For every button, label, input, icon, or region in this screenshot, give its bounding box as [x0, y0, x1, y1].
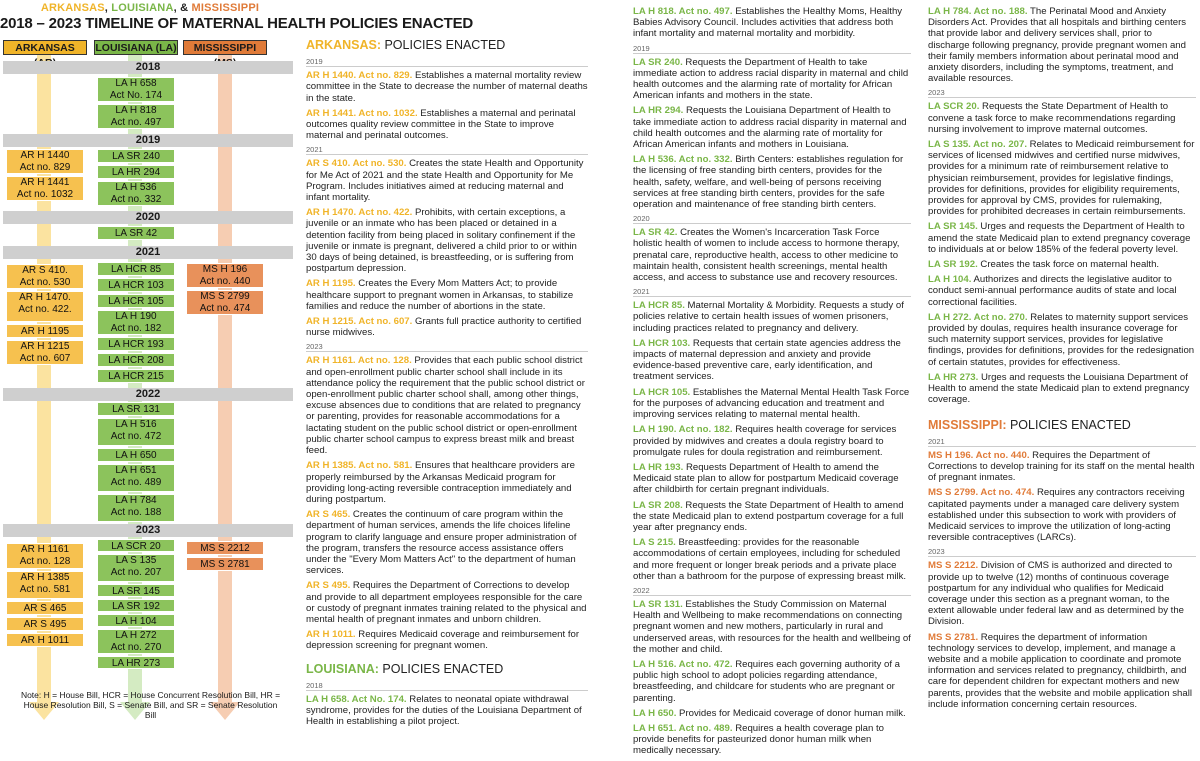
timeline-box-la-sr-131: LA SR 131	[97, 402, 175, 416]
policy-id: LA HR 273.	[928, 371, 979, 383]
policy-id: LA SR 240.	[633, 56, 683, 68]
year-label: 2021	[928, 437, 1196, 447]
arkansas-section-heading	[306, 40, 588, 51]
policy-id: LA SCR 20.	[928, 101, 980, 113]
text-column-1	[306, 6, 588, 731]
timeline-box-la-h-272: LA H 272 Act no. 270	[97, 629, 175, 654]
policy-item: LA H 190. Act no. 182. Requires health coverage for services provided by midwives and creates a doula registry board to promulgate rules for doula registration and reimbursement.	[633, 424, 897, 458]
policy-item: AR S 410. Act no. 530. Creates the state Health and Opportunity for Me Act of 2021 and the state Health and Opportunity for Me Program. Includes initiatives aimed at reducing maternal and infant mortality.	[306, 158, 584, 204]
policy-id: LA H 658. Act No. 174.	[306, 693, 407, 705]
policy-id: LA SR 192.	[928, 259, 978, 271]
policy-id: LA HCR 103.	[633, 337, 691, 349]
year-bar-2022: 2022	[3, 388, 293, 401]
policy-item: LA HCR 85. Maternal Mortality & Morbidity. Requests a study of policies relative to certain health issues of women prisoners, including practices related to pregnancy and delivery.	[633, 300, 904, 334]
policy-item: MS S 2781. Requires the department of information technology services to develop, implement, and manage a website and a mobile application to coordinate and promote information and services related to pregnancy, childbirth, and care for dependent children for expectant mothers and new parents, provides that the website and mobile application shall include information concerning certain resources.	[928, 631, 1192, 710]
heading-state: ARKANSAS:	[306, 38, 381, 52]
heading-state: LOUISIANA:	[306, 661, 379, 676]
policy-item: AR H 1161. Act no. 128. Provides that each public school district and open-enrollment public charter school shall include in its attendance policy the requirement that the public school district or open-enrollment public charter school shall, among other things, excuse absences due to conditions that are related to pregnancy or parenting, provides for reasonable accommodations for a lactating student on the public school district or open-enrollment public charter school campus to express breast milk and breast feed.	[306, 355, 585, 457]
year-bar-2021: 2021	[3, 246, 293, 259]
timeline-box-la-hcr-208: LA HCR 208	[97, 353, 175, 367]
timeline-box-la-sr-240: LA SR 240	[97, 149, 175, 163]
policy-id: LA HCR 85.	[633, 300, 685, 312]
year-bar-2018: 2018	[3, 61, 293, 74]
policy-id: MS S 2212.	[928, 560, 979, 572]
policy-item: LA H 536. Act no. 332. Birth Centers: establishes regulation for the licensing of free standing birth centers, provides for the health, safety, welfare, and well-being of persons receiving services at free standing birth centers, provides for the safe operation and maintenance of free standing birth centers.	[633, 154, 904, 211]
heading-state: MISSISSIPPI:	[928, 417, 1007, 432]
timeline-box-la-sr-145: LA SR 145	[97, 584, 175, 597]
year-label: 2018	[306, 681, 588, 691]
policy-id: MS H 196. Act no. 440.	[928, 449, 1030, 461]
timeline-box-ar-h-1470-: AR H 1470. Act no. 422.	[6, 291, 84, 322]
policy-id: AR H 1385. Act no. 581.	[306, 460, 413, 472]
policy-id: LA H 784. Act no. 188.	[928, 6, 1028, 17]
policy-item: LA SR 131. Establishes the Study Commission on Maternal Health and Wellbeing to make recommendations on connecting pregnant women and new mothers, particularly in rural and underserved areas, with resources for the health and wellbeing of the mother and child.	[633, 598, 911, 655]
policy-item: LA SR 145. Urges and requests the Department of Health to amend the state Medicaid plan to extend pregnancy coverage to individuals at or below 185% of the federal poverty level.	[928, 221, 1191, 255]
timeline-box-ms-s-2799: MS S 2799 Act no. 474	[186, 290, 264, 315]
timeline-box-la-h-104: LA H 104	[97, 614, 175, 627]
policy-item: LA H 784. Act no. 188. The Perinatal Mood and Anxiety Disorders Act. Provides that all hospitals and birthing centers that provide labor and delivery services shall, prior to discharge following pregnancy, provide pregnant women and their family members information about perinatal mood and anxiety disorders, including the symptoms, treatment, and available resources.	[928, 6, 1187, 85]
policy-id: LA SR 131.	[633, 598, 683, 610]
policy-id: LA H 272. Act no. 270.	[928, 311, 1028, 323]
year-label: 2023	[928, 88, 1196, 98]
timeline-box-la-hcr-193: LA HCR 193	[97, 337, 175, 351]
policy-item: LA HR 193. Requests Department of Health to amend the Medicaid state plan to allow for postpartum Medicaid coverage after childbirth for certain pregnant individuals.	[633, 461, 899, 496]
timeline-box-la-h-658: LA H 658 Act No. 174	[97, 77, 175, 102]
timeline-box-la-h-650: LA H 650	[97, 448, 175, 462]
text-column-2	[633, 6, 911, 761]
policy-item: LA H 658. Act No. 174. Relates to neonatal opiate withdrawal syndrome, provides for the duties of the Louisiana Department of Health in establishing a pilot project.	[306, 693, 582, 728]
policy-item: LA H 650. Provides for Medicaid coverage of donor human milk.	[633, 707, 906, 719]
column-header-mississippi: MISSISSIPPI	[183, 40, 267, 55]
year-label: 2022	[633, 586, 911, 596]
timeline-box-la-h-516: LA H 516 Act no. 472	[97, 418, 175, 446]
column-header-louisiana: LOUISIANA (LA)	[95, 42, 177, 54]
timeline-box-ar-h-1441: AR H 1441 Act no. 1032	[6, 176, 84, 201]
policy-id: AR H 1011.	[306, 629, 356, 641]
policy-id: LA H 536. Act no. 332.	[633, 154, 733, 166]
policy-id: MS S 2781.	[928, 631, 979, 643]
policy-id: LA SR 42.	[633, 227, 678, 239]
policy-id: LA H 104.	[928, 274, 972, 286]
policy-item: AR H 1441. Act no. 1032. Establishes a maternal and perinatal outcomes quality review committee in the State to improve maternal and perinatal outcomes.	[306, 107, 576, 142]
policy-id: MS S 2799. Act no. 474.	[928, 487, 1035, 499]
timeline-box-ms-s-2781: MS S 2781	[186, 557, 264, 571]
timeline-box-ar-h-1385: AR H 1385 Act no. 581	[6, 571, 84, 599]
timeline-box-la-h-784: LA H 784 Act no. 188	[97, 494, 175, 522]
timeline-box-ms-h-196: MS H 196 Act no. 440	[186, 263, 264, 288]
policy-id: LA H 818. Act no. 497.	[633, 6, 733, 17]
policy-item: LA H 651. Act no. 489. Requires a health coverage plan to provide benefits for pasteurized donor human milk when medically necessary.	[633, 722, 884, 757]
timeline-box-la-sr-192: LA SR 192	[97, 599, 175, 612]
timeline-box-ar-s-495: AR S 495	[6, 617, 84, 631]
timeline-box-la-h-818: LA H 818 Act no. 497	[97, 104, 175, 129]
policy-id: LA H 190. Act no. 182.	[633, 424, 733, 436]
policy-item: LA S 215. Breastfeeding: provides for the reasonable accommodations of certain employees, including for scheduled and more frequent or longer break periods and a private place other than a bathroom for the purpose of expressing breast milk.	[633, 537, 907, 582]
policy-item: LA S 135. Act no. 207. Relates to Medicaid reimbursement for services of licensed midwives and certified nurse midwives, provides for a minimum rate of reimbursement relative to physician reimbursement, provides for legislative findings, provides for definitions, provides for eligibility requirements, provides for approval by CMS, provides for rulemaking, provides for prohibited decreases in certain reimbursements.	[928, 139, 1195, 218]
year-bar-2023: 2023	[3, 524, 293, 537]
policy-id: LA SR 145.	[928, 221, 978, 233]
year-label: 2019	[306, 57, 588, 67]
policy-item: AR H 1440. Act no. 829. Establishes a maternal mortality review committee in the State to decrease the number of maternal deaths in the state.	[306, 70, 588, 104]
year-label: 2021	[633, 287, 911, 297]
policy-id: LA HR 294.	[633, 105, 684, 117]
policy-item: LA HCR 103. Requests that certain state agencies address the impacts of maternal depression and anxiety and provide evidence-based preventive care, early identification, and treatment services.	[633, 337, 901, 383]
policy-item: AR H 1215. Act no. 607. Grants full practice authority to certified nurse midwives.	[306, 316, 582, 339]
subtitle-louisiana: LOUISIANA	[111, 2, 174, 14]
policy-item: AR H 1011. Requires Medicaid coverage and reimbursement for depression screening for pregnant women.	[306, 629, 580, 652]
timeline-box-ar-h-1195: AR H 1195	[6, 324, 84, 338]
policy-id: LA H 651. Act no. 489.	[633, 722, 733, 734]
timeline-box-ar-h-1215: AR H 1215 Act no. 607	[6, 340, 84, 365]
timeline-box-la-h-190: LA H 190 Act no. 182	[97, 310, 175, 335]
policy-item: LA H 818. Act no. 497. Establishes the Healthy Moms, Healthy Babies Advisory Council. Includes activities that address both infant mortality and maternal mortality and morbidity.	[633, 6, 903, 40]
timeline-box-la-s-135: LA S 135 Act no. 207	[97, 554, 175, 582]
policy-item: AR H 1385. Act no. 581. Ensures that healthcare providers are properly reimbursed by the Arkansas Medicaid program for providing long-acting reversible contraception immediately and during postpartum.	[306, 460, 575, 505]
policy-item: MS S 2799. Act no. 474. Requires any contractors receiving capitated payments under a managed care delivery system established under this subsection to work with providers of Medicaid services to improve the utilization of long-acting reversible contraceptives (LARCs).	[928, 487, 1185, 544]
policy-id: AR H 1161. Act no. 128.	[306, 355, 412, 367]
year-label: 2021	[306, 145, 588, 155]
policy-item: AR S 465. Creates the continuum of care program within the department of human services, amends the life choices lifeline program to clarify language and ensure proper administration of the program, transfers the resource access assistance offers under the "Every Mom Matters Act" to the department of human services.	[306, 509, 577, 577]
policy-item: AR H 1195. Creates the Every Mom Matters Act; to provide healthcare support to pregnant women in Arkansas, to stabilize families and reduce the number of abortions in the state.	[306, 278, 574, 312]
policy-id: LA HCR 105.	[633, 386, 691, 398]
subtitle-sep: , &	[173, 2, 192, 14]
mississippi-section-heading	[928, 417, 1196, 432]
policy-id: AR H 1470. Act no. 422.	[306, 207, 413, 219]
timeline-box-la-hr-273: LA HR 273	[97, 656, 175, 669]
policy-details	[306, 0, 1200, 757]
policy-item: MS H 196. Act no. 440. Requires the Department of Corrections to develop training for its staff on the mental health of pregnant inmates.	[928, 449, 1195, 484]
policy-id: LA H 516. Act no. 472.	[633, 658, 733, 670]
timeline-box-ar-h-1161: AR H 1161 Act no. 128	[6, 543, 84, 569]
policy-item: LA H 516. Act no. 472. Requires each governing authority of a public high school to adopt policies regarding attendance, breastfeeding, and childcare for students who are pregnant or parenting.	[633, 658, 900, 704]
year-label: 2019	[633, 44, 911, 54]
subtitle-sep: ,	[104, 2, 112, 14]
policy-id: LA S 215.	[633, 537, 676, 549]
policy-id: AR S 465.	[306, 509, 351, 521]
subtitle-arkansas: ARKANSAS	[40, 2, 105, 14]
timeline-box-la-hcr-105: LA HCR 105	[97, 294, 175, 308]
policy-item: LA HR 273. Urges and requests the Louisiana Department of Health to amend the state Medicaid plan to extend pregnancy coverage.	[928, 371, 1190, 406]
policy-item: MS S 2212. Division of CMS is authorized and directed to provide up to twelve (12) months of continuous coverage postpartum for any individual who qualifies for Medicaid coverage under this section as a pregnant woman, to the extent allowable under federal law and as determined by the Division.	[928, 560, 1184, 628]
policy-id: LA H 650.	[633, 707, 677, 719]
policy-item: LA SR 240. Requests the Department of Health to take immediate action to address racial disparity in maternal and child health outcomes and the alarming rate of mortality for African American infants and mothers in the state.	[633, 56, 909, 102]
louisiana-section-heading	[306, 661, 588, 676]
policy-id: AR H 1215. Act no. 607.	[306, 316, 413, 328]
policy-item: LA HCR 105. Establishes the Maternal Mental Health Task Force for the purposes of advancing education and treatment and improving services relating to maternal mental health.	[633, 386, 910, 421]
year-label: 2023	[928, 547, 1196, 557]
text-column-3	[928, 6, 1196, 714]
timeline-box-la-hcr-103: LA HCR 103	[97, 278, 175, 292]
policy-id: AR S 410. Act no. 530.	[306, 158, 407, 170]
heading-rest: POLICIES ENACTED	[378, 661, 504, 676]
policy-item: AR H 1470. Act no. 422. Prohibits, with certain exceptions, a juvenile or an inmate who has been placed or detained in a detention facility from being placed in solitary confinement if the juvenile or inmate is pregnant, delivered a child prior to or within 30 days of being detained, is breastfeeding, or is suffering from postpartum depression.	[306, 207, 577, 275]
legend-note: Note: H = House Bill, HCR = House Concurrent Resolution Bill, HR = House Resolution Bill, S = Senate Bill, and SR = Senate Resolution Bill	[20, 690, 281, 720]
timeline-box-la-scr-20: LA SCR 20	[97, 539, 175, 552]
column-header-arkansas: ARKANSAS	[3, 40, 87, 55]
timeline-box-ms-s-2212: MS S 2212	[186, 541, 264, 555]
year-label: 2020	[633, 214, 911, 224]
policy-item: LA SR 42. Creates the Women's Incarceration Task Force holistic health of women to include access to hormone therapy, prenatal care, reproductive health, access to other medicine to maintain health, consistent health screenings, mental health access, and access to substance use and recovery resources.	[633, 227, 900, 284]
policy-item: LA H 272. Act no. 270. Relates to maternity support services provided by doulas, requires health insurance coverage for such maternity support services, provides for legislative findings, provides for definitions, provides for the redesignation of certain statutes, provides for effectiveness.	[928, 311, 1195, 368]
heading-rest: POLICIES ENACTED	[1006, 417, 1131, 432]
policy-item: LA HR 294. Requests the Louisiana Department of Health to take immediate action to address racial disparity in maternal and child health outcomes and the alarming rate of mortality for African American infants and mothers in Louisiana.	[633, 105, 907, 151]
policy-id: AR H 1441. Act no. 1032.	[306, 107, 418, 119]
policy-id: AR H 1195.	[306, 278, 356, 290]
timeline-box-ar-h-1011: AR H 1011	[6, 633, 84, 647]
timeline-box-ar-s-410-: AR S 410. Act no. 530	[6, 264, 84, 289]
timeline-box-ar-s-465: AR S 465	[6, 601, 84, 615]
year-label: 2023	[306, 342, 588, 352]
subtitle-mississippi: MISSISSIPPI	[191, 2, 260, 14]
policy-item: LA SR 192. Creates the task force on maternal health.	[928, 259, 1160, 271]
timeline-box-la-h-651: LA H 651 Act no. 489	[97, 464, 175, 492]
policy-id: AR H 1440. Act no. 829.	[306, 70, 413, 82]
policy-item: LA SCR 20. Requests the State Department of Health to convene a task force to make recommendations regarding nursing involvement to improve maternal outcomes.	[928, 101, 1176, 135]
policy-item: AR S 495. Requires the Department of Corrections to develop and provide to all department employees responsible for the care or custody of pregnant inmates training related to the physical and mental health of pregnant inmates and unborn children.	[306, 580, 587, 625]
policy-id: AR S 495.	[306, 580, 351, 592]
timeline-box-ar-h-1440: AR H 1440 Act no. 829	[6, 149, 84, 174]
policy-id: LA SR 208.	[633, 499, 683, 511]
year-bar-2020: 2020	[3, 211, 293, 224]
policy-item: LA H 104. Authorizes and directs the legislative auditor to conduct semi-annual performance audits of state and local correctional facilities.	[928, 274, 1177, 308]
policy-id: LA S 135. Act no. 207.	[928, 139, 1027, 151]
year-bar-2019: 2019	[3, 134, 293, 147]
page-title: 2018 – 2023 TIMELINE OF MATERNAL HEALTH POLICIES ENACTED	[0, 15, 474, 32]
heading-rest: POLICIES ENACTED	[381, 38, 506, 52]
timeline-box-la-h-536: LA H 536 Act no. 332	[97, 181, 175, 206]
policy-id: LA HR 193.	[633, 461, 684, 473]
timeline-box-la-sr-42: LA SR 42	[97, 226, 175, 240]
timeline-box-la-hcr-215: LA HCR 215	[97, 369, 175, 383]
timeline-box-la-hr-294: LA HR 294	[97, 165, 175, 179]
timeline-box-la-hcr-85: LA HCR 85	[97, 262, 175, 276]
policy-item: LA SR 208. Requests the State Department of Health to amend the state Medicaid plan to extend postpartum coverage for a full year after pregnancy ends.	[633, 499, 904, 533]
